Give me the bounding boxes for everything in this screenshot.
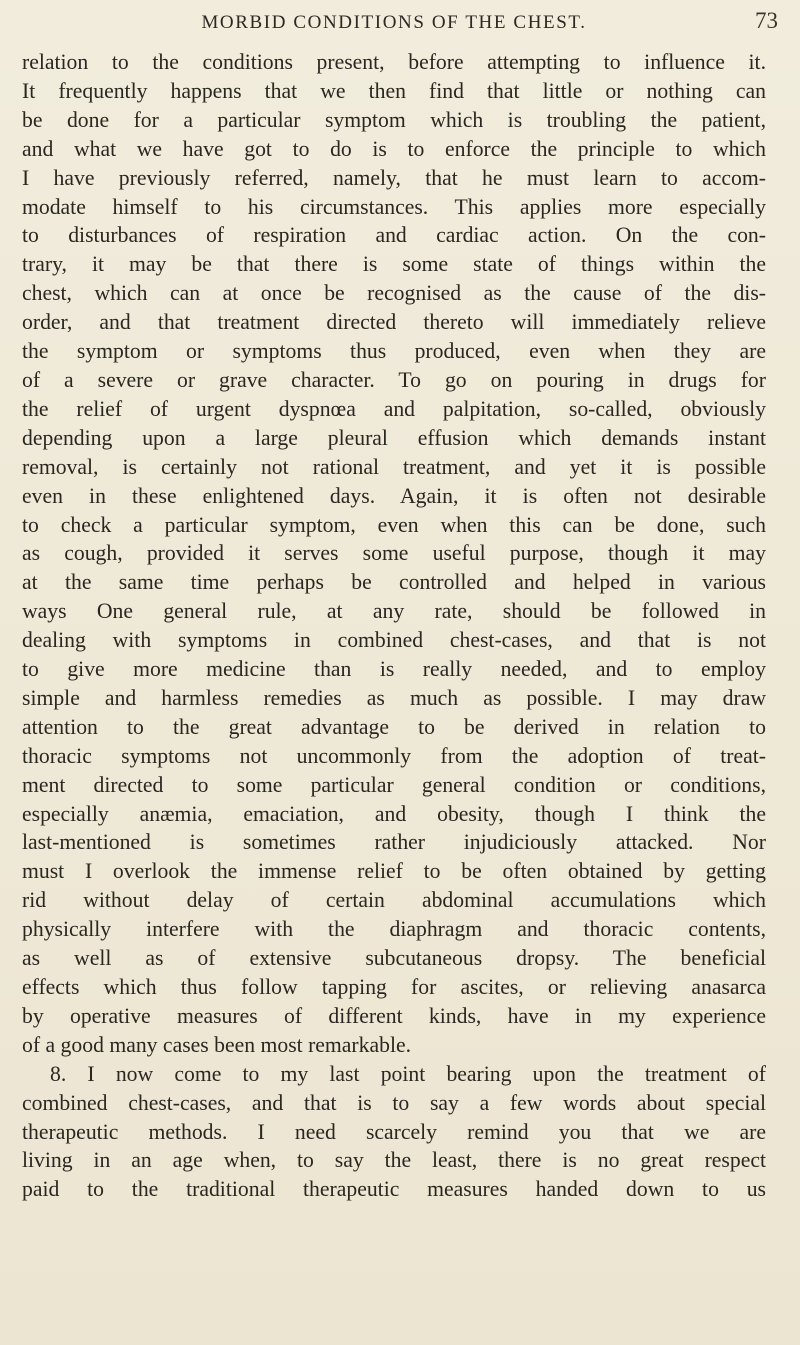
text-line: combined chest-cases, and that is to say a few words about special [22, 1090, 766, 1115]
text-line: ways One general rule, at any rate, should be followed in [22, 599, 766, 624]
text-line: rid without delay of certain abdominal accumulations which [22, 888, 766, 913]
text-line: even in these enlightened days. Again, it is often not desirable [22, 483, 766, 508]
text-line: ment directed to some particular general condition or conditions, [22, 772, 766, 797]
text-line: modate himself to his circumstances. This applies more especially [22, 194, 766, 219]
text-line: to give more medicine than is really needed, and to employ [22, 657, 766, 682]
text-line: of a severe or grave character. To go on pouring in drugs for [22, 367, 766, 392]
text-line: by operative measures of different kinds, have in my experience [22, 1003, 766, 1028]
text-line: thoracic symptoms not uncommonly from the adoption of treat- [22, 743, 766, 768]
text-line: chest, which can at once be recognised as the cause of the dis- [22, 281, 766, 306]
text-line: to disturbances of respiration and cardiac action. On the con- [22, 223, 766, 248]
text-line: the symptom or symptoms thus produced, even when they are [22, 339, 766, 364]
running-head [22, 8, 778, 48]
text-line: as cough, provided it serves some useful purpose, though it may [22, 541, 766, 566]
text-line: depending upon a large pleural effusion which demands instant [22, 425, 766, 450]
text-line: attention to the great advantage to be derived in relation to [22, 714, 766, 739]
text-line: trary, it may be that there is some state of things within the [22, 252, 766, 277]
text-line: must I overlook the immense relief to be often obtained by getting [22, 859, 766, 884]
text-line: living in an age when, to say the least, there is no great respect [22, 1148, 766, 1173]
text-line: therapeutic methods. I need scarcely remind you that we are [22, 1119, 766, 1144]
text-line: physically interfere with the diaphragm and thoracic contents, [22, 917, 766, 942]
text-line: simple and harmless remedies as much as possible. I may draw [22, 685, 766, 710]
page-number: 73 [755, 8, 778, 33]
text-line: as well as of extensive subcutaneous dropsy. The beneficial [22, 946, 766, 971]
running-title: MORBID CONDITIONS OF THE CHEST. [201, 12, 587, 33]
text-line: last-mentioned is sometimes rather injudiciously attacked. Nor [22, 830, 766, 855]
text-line: be done for a particular symptom which is troubling the patient, [22, 107, 766, 132]
paragraph-1 [22, 48, 766, 1060]
text-line: and what we have got to do is to enforce the principle to which [22, 136, 766, 161]
text-line: I have previously referred, namely, that he must learn to accom- [22, 165, 766, 190]
paragraph-2 [22, 1060, 766, 1205]
text-line: especially anæmia, emaciation, and obesity, though I think the [22, 801, 766, 826]
text-line: to check a particular symptom, even when this can be done, such [22, 512, 766, 537]
body-text [22, 48, 766, 1204]
text-line: relation to the conditions present, before attempting to influence it. [22, 50, 766, 74]
text-line: of a good many cases been most remarkable. [22, 1032, 412, 1057]
text-line: dealing with symptoms in combined chest-cases, and that is not [22, 628, 766, 653]
text-line: paid to the traditional therapeutic measures handed down to us [22, 1177, 766, 1202]
text-line: removal, is certainly not rational treatment, and yet it is possible [22, 454, 766, 479]
text-line: order, and that treatment directed thereto will immediately relieve [22, 310, 766, 335]
text-line: 8. I now come to my last point bearing upon the treatment of [50, 1061, 766, 1086]
text-line: the relief of urgent dyspnœa and palpitation, so-called, obviously [22, 396, 766, 421]
text-line: It frequently happens that we then find that little or nothing can [22, 78, 766, 103]
text-line: effects which thus follow tapping for ascites, or relieving anasarca [22, 975, 766, 999]
text-line: at the same time perhaps be controlled and helped in various [22, 570, 766, 595]
